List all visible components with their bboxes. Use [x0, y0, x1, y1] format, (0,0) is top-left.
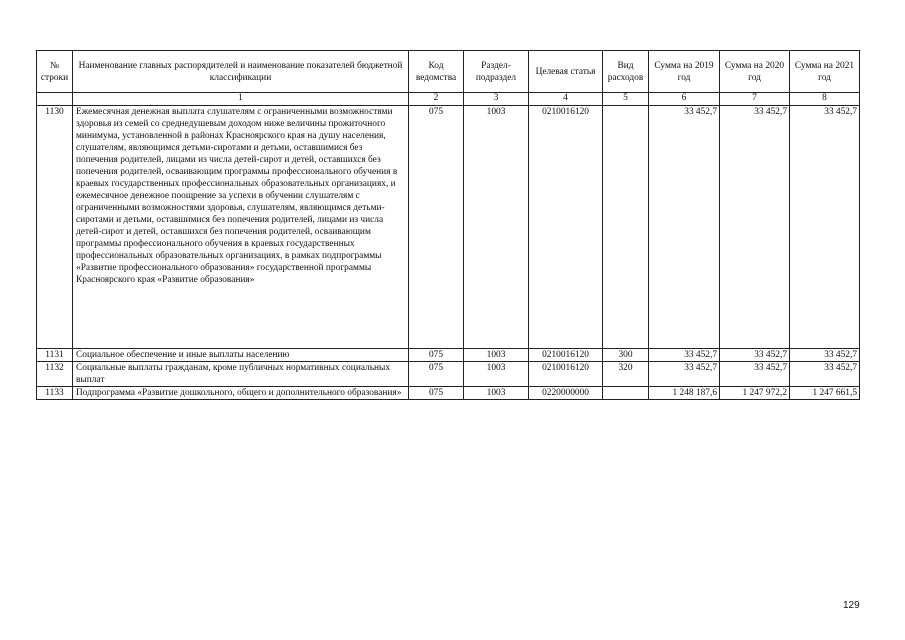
header-target-item: Целевая статья — [529, 51, 603, 93]
row-name: Социальное обеспечение и иные выплаты населению — [73, 349, 409, 362]
row-dept-code: 075 — [409, 106, 464, 349]
header-row — [37, 51, 860, 93]
row-name: Подпрограмма «Развитие дошкольного, общего и дополнительного образования» — [73, 387, 409, 400]
row-section: 1003 — [464, 349, 529, 362]
column-number: 6 — [649, 93, 720, 106]
row-sum-2019: 33 452,7 — [649, 362, 720, 387]
header-name: Наименование главных распорядителей и наименование показателей бюджетной классификации — [73, 51, 409, 93]
column-number: 3 — [464, 93, 529, 106]
row-sum-2019: 33 452,7 — [649, 349, 720, 362]
header-expense-type: Вид расходов — [603, 51, 649, 93]
column-number-row — [37, 93, 860, 106]
column-number: 8 — [790, 93, 860, 106]
row-line-number: 1132 — [37, 362, 73, 387]
row-dept-code: 075 — [409, 349, 464, 362]
row-expense-type — [603, 106, 649, 349]
row-line-number: 1130 — [37, 106, 73, 349]
column-number: 7 — [720, 93, 790, 106]
row-section: 1003 — [464, 387, 529, 400]
row-section: 1003 — [464, 106, 529, 349]
row-expense-type: 300 — [603, 349, 649, 362]
row-sum-2021: 33 452,7 — [790, 349, 860, 362]
column-number — [37, 93, 73, 106]
row-sum-2020: 1 247 972,2 — [720, 387, 790, 400]
row-target-item: 0210016120 — [529, 362, 603, 387]
column-number: 5 — [603, 93, 649, 106]
row-name: Социальные выплаты гражданам, кроме публичных нормативных социальных выплат — [73, 362, 409, 387]
header-sum-2019: Сумма на 2019 год — [649, 51, 720, 93]
row-target-item: 0210016120 — [529, 106, 603, 349]
budget-table — [36, 50, 860, 400]
row-name: Ежемесячная денежная выплата слушателям с ограниченными возможностями здоровья из семей со среднедушевым доходом ниже величины прожиточного минимума, установленной в районах Красноярского края на душу населения, слушателям, являющимся детьми-сиротами и детьми, оставшимися без попечения родителей, лицами из числа детей-сирот и детей, оставшихся без попечения родителей, осваивающим программы профессионального обучения в краевых государственных профессиональных образовательных организациях, и ежемесячное денежное поощрение за успехи в обучении слушателям с ограниченными возможностями здоровья, слушателям, являющимся детьми-сиротами и детьми, оставшимися без попечения родителей, лицами из числа детей-сирот и детей, оставшихся без попечения родителей, осваивающим программы профессионального обучения в краевых государственных профессиональных образовательных организациях, в рамках подпрограммы «Развитие профессионального образования» государственной программы Красноярского края «Развитие образования» — [73, 106, 409, 349]
row-dept-code: 075 — [409, 362, 464, 387]
row-target-item: 0210016120 — [529, 349, 603, 362]
header-dept-code: Код ведомства — [409, 51, 464, 93]
row-sum-2020: 33 452,7 — [720, 349, 790, 362]
table-row — [37, 106, 860, 349]
column-number: 2 — [409, 93, 464, 106]
row-sum-2021: 33 452,7 — [790, 362, 860, 387]
row-line-number: 1131 — [37, 349, 73, 362]
page-number: 129 — [843, 600, 860, 611]
row-target-item: 0220000000 — [529, 387, 603, 400]
row-expense-type: 320 — [603, 362, 649, 387]
column-number: 4 — [529, 93, 603, 106]
row-sum-2020: 33 452,7 — [720, 106, 790, 349]
row-sum-2019: 1 248 187,6 — [649, 387, 720, 400]
row-dept-code: 075 — [409, 387, 464, 400]
row-expense-type — [603, 387, 649, 400]
row-sum-2019: 33 452,7 — [649, 106, 720, 349]
row-line-number: 1133 — [37, 387, 73, 400]
header-sum-2021: Сумма на 2021 год — [790, 51, 860, 93]
column-number: 1 — [73, 93, 409, 106]
table-row — [37, 362, 860, 387]
header-section: Раздел-подраздел — [464, 51, 529, 93]
table-row — [37, 349, 860, 362]
row-sum-2020: 33 452,7 — [720, 362, 790, 387]
row-section: 1003 — [464, 362, 529, 387]
header-line-number: № строки — [37, 51, 73, 93]
row-sum-2021: 1 247 661,5 — [790, 387, 860, 400]
row-sum-2021: 33 452,7 — [790, 106, 860, 349]
header-sum-2020: Сумма на 2020 год — [720, 51, 790, 93]
table-row — [37, 387, 860, 400]
